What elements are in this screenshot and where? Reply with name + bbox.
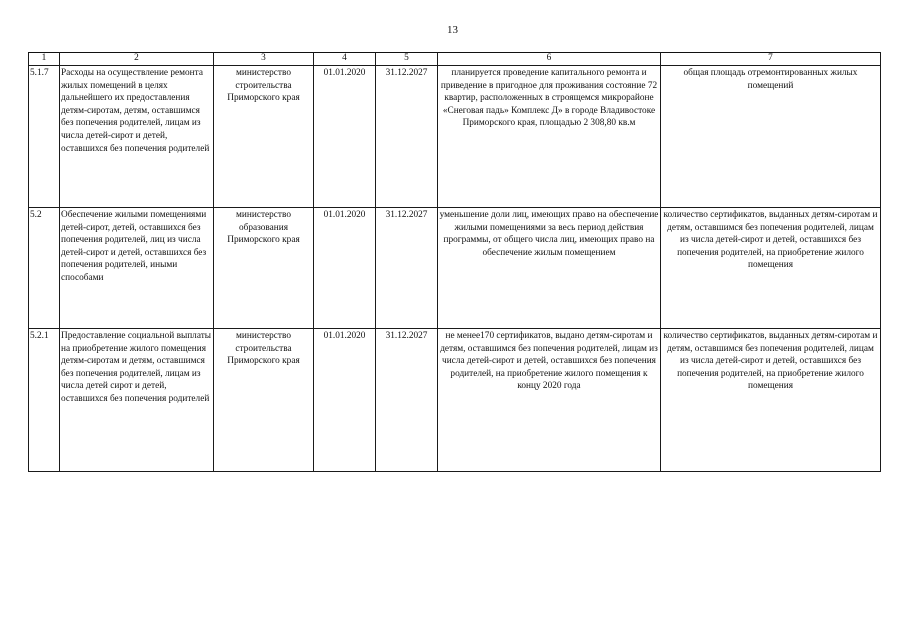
executor: министерство строительства Приморского края [214, 329, 314, 472]
measure-name: Обеспечение жилыми помещениями детей-сирот, детей, оставшихся без попечения родителей, лиц из числа детей-сирот и детей, оставшихся без попечения родителей, иными способами [60, 208, 214, 329]
start-date: 01.01.2020 [314, 208, 376, 329]
item-number: 5.1.7 [29, 66, 60, 208]
expected-result: планируется проведение капитального ремонта и приведение в пригодное для проживания состояние 72 квартир, расположенных в строящемся микрорайоне «Снеговая падь» Комплекс Д» в городе Владивостоке Приморского края, площадью 2 308,80 кв.м [438, 66, 661, 208]
column-header-7: 7 [661, 53, 881, 66]
end-date: 31.12.2027 [376, 66, 438, 208]
indicator: общая площадь отремонтированных жилых помещений [661, 66, 881, 208]
program-measures-table [28, 52, 881, 472]
executor: министерство строительства Приморского края [214, 66, 314, 208]
table-row [29, 66, 881, 208]
indicator: количество сертификатов, выданных детям-сиротам и детям, оставшимся без попечения родителей, лицам из числа детей-сирот и детей, оставшихся без попечения родителей, на приобретение жилого помещения [661, 329, 881, 472]
page-number: 13 [447, 24, 458, 36]
executor: министерство образования Приморского края [214, 208, 314, 329]
column-header-3: 3 [214, 53, 314, 66]
column-header-2: 2 [60, 53, 214, 66]
column-header-6: 6 [438, 53, 661, 66]
start-date: 01.01.2020 [314, 66, 376, 208]
item-number: 5.2 [29, 208, 60, 329]
start-date: 01.01.2020 [314, 329, 376, 472]
table-header-row [29, 53, 881, 66]
end-date: 31.12.2027 [376, 208, 438, 329]
expected-result: уменьшение доли лиц, имеющих право на обеспечение жилыми помещениями за весь период действия программы, от общего числа лиц, имеющих право на обеспечение жилым помещением [438, 208, 661, 329]
measure-name: Расходы на осуществление ремонта жилых помещений в целях дальнейшего их предоставления детям-сиротам, детям, оставшимся без попечения родителей, лицам из числа детей-сирот и детей, оставшихся без попечения родителей [60, 66, 214, 208]
indicator: количество сертификатов, выданных детям-сиротам и детям, оставшимся без попечения родителей, лицам из числа детей-сирот и детей, оставшихся без попечения родителей, на приобретение жилого помещения [661, 208, 881, 329]
column-header-5: 5 [376, 53, 438, 66]
measure-name: Предоставление социальной выплаты на приобретение жилого помещения детям-сиротам и детям, оставшимся без попечения родителей, лицам из числа детей сирот и детей, оставшихся без попечения родителей [60, 329, 214, 472]
column-header-4: 4 [314, 53, 376, 66]
end-date: 31.12.2027 [376, 329, 438, 472]
table-row [29, 329, 881, 472]
column-header-1: 1 [29, 53, 60, 66]
table-row [29, 208, 881, 329]
expected-result: не менее170 сертификатов, выдано детям-сиротам и детям, оставшимся без попечения родителей, лицам из числа детей-сирот и детей, оставшихся без попечения родителей, на приобретение жилого помещения к концу 2020 года [438, 329, 661, 472]
item-number: 5.2.1 [29, 329, 60, 472]
